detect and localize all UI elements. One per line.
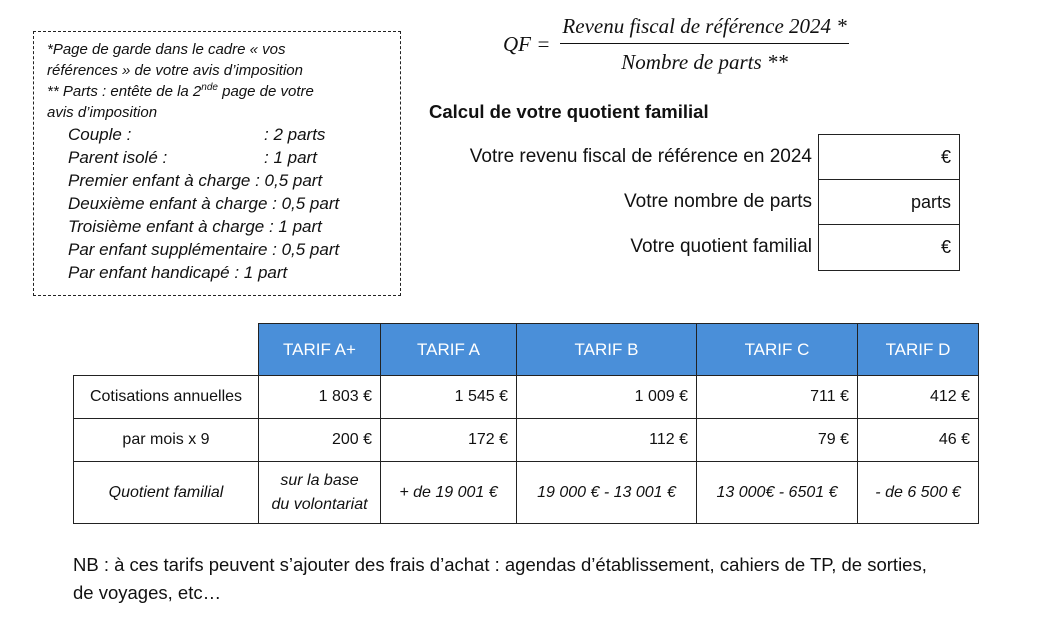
row-label: Quotient familial	[74, 462, 259, 524]
table-cell: 711 €	[697, 376, 858, 419]
table-cell: 1 545 €	[381, 376, 517, 419]
note-text: page de votre	[217, 83, 314, 100]
row-label: Cotisations annuelles	[74, 376, 259, 419]
table-cell: 172 €	[381, 419, 517, 462]
parts-rule: Par enfant handicapé : 1 part	[68, 263, 288, 282]
unit-euro: €	[940, 146, 951, 167]
note-line	[47, 81, 400, 102]
revenu-field[interactable]	[819, 135, 959, 180]
formula-denominator: Nombre de parts **	[621, 50, 788, 74]
row-label: par mois x 9	[74, 419, 259, 462]
unit-euro: €	[940, 237, 951, 257]
header-tarif-a-plus: TARIF A+	[259, 324, 381, 376]
table-cell: 13 000€ - 6501 €	[697, 462, 858, 524]
calc-label-revenu: Votre revenu fiscal de référence en 2024	[469, 146, 812, 167]
parts-couple	[68, 123, 400, 146]
nb-note	[73, 551, 993, 607]
formula-fraction	[560, 14, 848, 75]
qf-formula	[503, 14, 849, 75]
header-tarif-a: TARIF A	[381, 324, 517, 376]
note-line: *Page de garde dans le cadre « vos	[47, 41, 286, 58]
parts-value: : 1 part	[264, 148, 317, 167]
parts-rule: Par enfant supplémentaire : 0,5 part	[68, 240, 340, 259]
note-superscript: nde	[201, 82, 218, 93]
calc-input-box	[818, 134, 960, 271]
table-cell: + de 19 001 €	[381, 462, 517, 524]
parts-field[interactable]	[819, 180, 959, 225]
table-cell: 1 803 €	[259, 376, 381, 419]
note-line: avis d’imposition	[47, 104, 158, 121]
table-corner	[74, 324, 259, 376]
header-tarif-d: TARIF D	[858, 324, 979, 376]
parts-key: Couple :	[68, 125, 132, 144]
table-cell: 1 009 €	[517, 376, 697, 419]
unit-parts: parts	[910, 191, 951, 212]
parts-rule: Troisième enfant à charge : 1 part	[68, 217, 322, 236]
table-cell: 46 €	[858, 419, 979, 462]
tarifs-table	[73, 323, 979, 524]
table-row	[74, 376, 979, 419]
calc-title: Calcul de votre quotient familial	[429, 101, 709, 122]
table-cell: - de 6 500 €	[858, 462, 979, 524]
calc-label-qf: Votre quotient familial	[630, 236, 812, 257]
table-cell: 112 €	[517, 419, 697, 462]
note-line: références » de votre avis d’imposition	[47, 62, 303, 79]
calc-label-parts: Votre nombre de parts	[624, 191, 812, 212]
nb-line: de voyages, etc…	[73, 582, 222, 603]
note-text: ** Parts : entête de la 2	[47, 83, 202, 100]
table-cell: 412 €	[858, 376, 979, 419]
cell-line: du volontariat	[271, 495, 368, 513]
header-tarif-c: TARIF C	[697, 324, 858, 376]
nb-line: NB : à ces tarifs peuvent s’ajouter des frais d’achat : agendas d’établissement, cahiers de TP, de sorties,	[73, 554, 927, 575]
table-cell: 200 €	[259, 419, 381, 462]
formula-numerator: Revenu fiscal de référence 2024 *	[560, 14, 848, 44]
parts-note-box	[33, 31, 401, 296]
qf-field[interactable]	[819, 225, 959, 270]
header-tarif-b: TARIF B	[517, 324, 697, 376]
table-row	[74, 419, 979, 462]
parts-parent-isole	[68, 146, 400, 169]
parts-value: : 2 parts	[264, 125, 326, 144]
table-cell	[259, 462, 381, 524]
table-row-qf	[74, 462, 979, 524]
cell-line: sur la base	[280, 471, 359, 489]
parts-rule: Premier enfant à charge : 0,5 part	[68, 171, 323, 190]
parts-rule: Deuxième enfant à charge : 0,5 part	[68, 194, 340, 213]
table-cell: 19 000 € - 13 001 €	[517, 462, 697, 524]
formula-lhs: QF =	[503, 32, 551, 56]
table-header-row	[74, 324, 979, 376]
parts-key: Parent isolé :	[68, 148, 168, 167]
table-cell: 79 €	[697, 419, 858, 462]
